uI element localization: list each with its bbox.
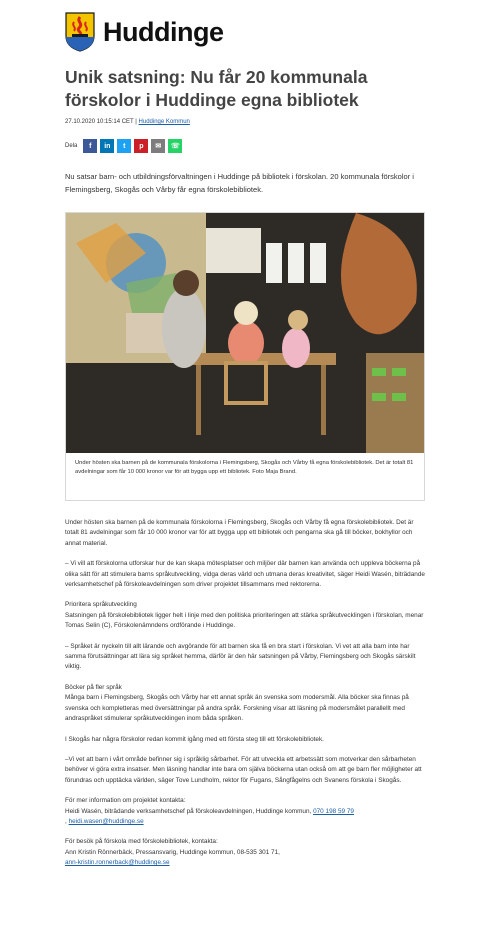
- linkedin-share-button[interactable]: [100, 139, 114, 153]
- contact-block: [65, 796, 427, 827]
- paragraph: Många barn i Flemingsberg, Skogås och Vårby har ett annat språk än svenska som modersmål. Alla böcker ska finnas på svenska och kompletteras med översättningar på andra språk. Forskning visar att läsning på modersmålet parallellt med andraspråket stimulerar språkutvecklingen inom båda språken.: [65, 694, 409, 723]
- contact-heading: För besök på förskola med förskolebibliotek, kontakta:: [65, 838, 218, 846]
- facebook-share-button[interactable]: [83, 139, 97, 153]
- whatsapp-share-button[interactable]: [168, 139, 182, 153]
- paragraph: –Vi vet att barn i vårt område befinner sig i språklig sårbarhet. För att utveckla ett arbetssätt som motverkar den sårbarheten behöver vi göra extra insatser. Men läsning handlar inte bara om själva böckerna utan också om att ge barn fler möjligheter att förundras och upptäcka världen, säger Tove Lundholm, rektor för Fugans, Sångfågelns och Svanens förskola i Skogås.: [65, 755, 422, 784]
- contact-block: [65, 837, 427, 868]
- article-figure: [65, 212, 425, 501]
- article-meta: [65, 119, 190, 125]
- paragraph: I Skogås har några förskolor redan kommit igång med ett första steg till ett förskolebibliotek.: [65, 735, 324, 743]
- email-separator: ,: [65, 817, 67, 825]
- photo-caption: Under hösten ska barnen på de kommunala förskolorna i Flemingsberg, Skogås och Vårby få egna förskolebibliotek. Det är totalt 81 avdelningar som får 10 000 kronor var för att bygga upp ett bibliotek. Foto Maja Brand.: [75, 460, 414, 475]
- article-body: [65, 518, 427, 879]
- contact-text: Ann Kristin Rönnerbäck, Pressansvarig, Huddinge kommun, 08-535 301 71,: [65, 848, 280, 856]
- contact-heading: För mer information om projektet kontakta:: [65, 797, 186, 805]
- contact-email-link[interactable]: ann-kristin.ronnerback@huddinge.se: [65, 859, 170, 867]
- article-photo[interactable]: [66, 213, 424, 453]
- meta-separator: |: [135, 119, 137, 125]
- contact-text: Heidi Wasén, biträdande verksamhetschef på förskoleavdelningen, Huddinge kommun,: [65, 807, 312, 815]
- pinterest-share-button[interactable]: [134, 139, 148, 153]
- paragraph: Satsningen på förskolebibliotek ligger helt i linje med den politiska prioriteringen att stärka språkutvecklingen i förskolan, menar Tomas Selin (C), Förskolenämndens ordförande i Huddinge.: [65, 611, 424, 630]
- twitter-icon: t: [123, 142, 126, 150]
- article-lead: Nu satsar barn- och utbildningsförvaltningen i Huddinge på bibliotek i förskolan. 20 kommunala förskolor i Flemingsberg, Skogås och Vårby får egna förskolebibliotek.: [65, 172, 414, 194]
- whatsapp-icon: ☏: [170, 143, 180, 150]
- paragraph: – Vi vill att förskolorna utforskar hur de kan skapa mötesplatser och miljöer där barnen kan använda och uppleva böckerna på olika sätt för att stimulera barns språkutveckling, vidga deras värld och utmana deras kreativitet, säger Heidi Wasén, biträdande verksamhetschef på förskoleavdelningen som driver projektet tillsammans med rektorerna.: [65, 560, 425, 589]
- share-bar: [65, 139, 185, 153]
- email-icon: ✉: [155, 143, 162, 150]
- paragraph: Under hösten ska barnen på de kommunala förskolorna i Flemingsberg, Skogås och Vårby få egna förskolebibliotek. Det är totalt 81 avdelningar som får 10 000 kronor var för att bygga upp ett bibliotek och pengarna ska gå till böcker, bokhyllor och annat material.: [65, 519, 414, 547]
- huddinge-logo[interactable]: [65, 12, 223, 52]
- subheading: Böcker på fler språk: [65, 683, 122, 691]
- author-link[interactable]: Huddinge Kommun: [138, 119, 190, 125]
- twitter-share-button[interactable]: [117, 139, 131, 153]
- share-label: Dela: [65, 143, 78, 149]
- contact-phone-link[interactable]: 070 198 59 79: [313, 807, 354, 815]
- article-title: Unik satsning: Nu får 20 kommunala förskolor i Huddinge egna bibliotek: [65, 67, 368, 110]
- contact-email-link[interactable]: heidi.wasen@huddinge.se: [68, 817, 144, 825]
- email-share-button[interactable]: [151, 139, 165, 153]
- paragraph: – Språket är nyckeln till allt lärande och avgörande för att barnen ska få en bra start i förskolan. Vi vet att alla barn inte har samma förutsättningar att lära sig språket hemma, därför är den här satsningen på Vårby, Flemingsberg och Skogås särskilt viktig.: [65, 642, 416, 671]
- publish-date: 27.10.2020 10:15:14 CET: [65, 119, 134, 125]
- subheading: Prioritera språkutveckling: [65, 601, 137, 609]
- brand-name: Huddinge: [103, 16, 224, 47]
- linkedin-icon: in: [104, 142, 111, 150]
- pinterest-icon: p: [139, 142, 144, 150]
- coat-of-arms-icon: [65, 12, 95, 52]
- facebook-icon: f: [89, 142, 92, 150]
